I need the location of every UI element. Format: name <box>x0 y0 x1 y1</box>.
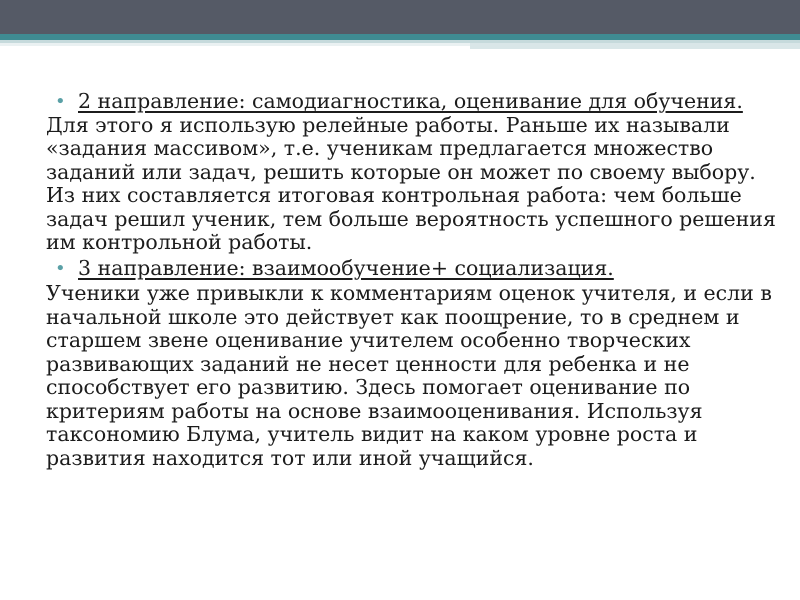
header-band-light-right <box>470 43 800 49</box>
bullet-item-1 <box>46 90 776 114</box>
bullet-1-text: 2 направление: самодиагностика, оценивание для обучения. <box>78 89 743 113</box>
bullet-dot-icon: • <box>55 91 66 112</box>
bullet-2-text: 3 направление: взаимообучение+ социализация. <box>78 255 614 280</box>
slide-content <box>46 90 776 470</box>
header-band-light-left <box>0 43 470 46</box>
paragraph-2: Ученики уже привыкли к комментариям оценок учителя, и если в начальной школе это действует как поощрение, то в среднем и старшем звене оценивание учителем особенно творческих развивающих заданий не несет ценности для ребенка и не способствует его развитию. Здесь помогает оценивание по критериям работы на основе взаимооценивания. Используя таксономию Блума, учитель видит на каком уровне роста и развития находится тот или иной учащийся. <box>46 281 772 470</box>
bullet-dot-icon: • <box>55 257 66 279</box>
header-band-dark <box>0 0 800 34</box>
paragraph-1: Для этого я использую релейные работы. Раньше их называли «задания массивом», т.е. ученикам предлагается множество заданий или задач, решить которые он может по своему выбору. Из них составляется итоговая контрольная работа: чем больше задач решил ученик, тем больше вероятность успешного решения им контрольной работы. <box>46 112 776 254</box>
bullet-item-2 <box>46 257 776 281</box>
